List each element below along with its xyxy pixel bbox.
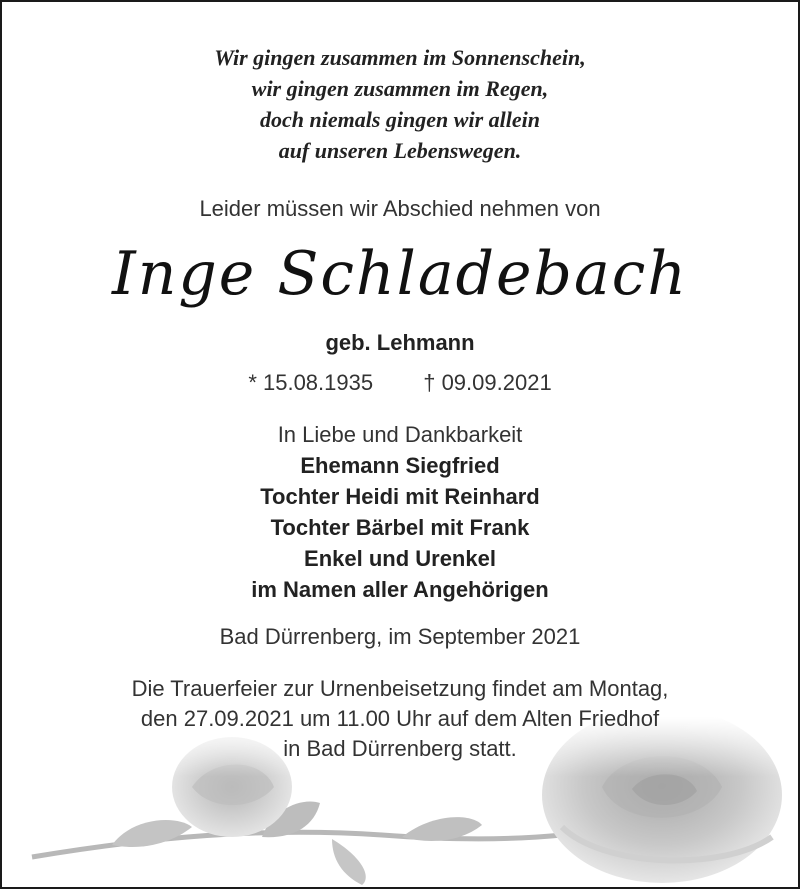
mourner: Ehemann Siegfried (300, 453, 500, 478)
poem (2, 42, 798, 166)
poem-line: wir gingen zusammen im Regen, (251, 76, 549, 101)
mourner: Enkel und Urenkel (304, 546, 496, 571)
funeral-line: den 27.09.2021 um 11.00 Uhr auf dem Alten Friedhof (140, 706, 660, 731)
death-date: † 09.09.2021 (423, 370, 552, 395)
poem-line: auf unseren Lebenswegen. (278, 138, 522, 163)
mourner: im Namen aller Angehörigen (251, 577, 549, 602)
mourner: Tochter Bärbel mit Frank (270, 515, 530, 540)
deceased-name: Inge Schladebach (112, 239, 688, 309)
mourner: Tochter Heidi mit Reinhard (260, 484, 540, 509)
funeral-line: in Bad Dürrenberg statt. (283, 736, 517, 761)
poem-line: Wir gingen zusammen im Sonnenschein, (214, 45, 586, 70)
maiden-name: geb. Lehmann (325, 330, 475, 355)
funeral-line: Die Trauerfeier zur Urnenbeisetzung findet am Montag, (131, 676, 669, 701)
birth-date: * 15.08.1935 (248, 370, 374, 395)
place-date: Bad Dürrenberg, im September 2021 (219, 624, 581, 649)
poem-line: doch niemals gingen wir allein (260, 107, 540, 132)
intro-text: Leider müssen wir Abschied nehmen von (199, 196, 601, 221)
love-line: In Liebe und Dankbarkeit (277, 422, 523, 447)
funeral-info (2, 674, 798, 764)
mourners-list (2, 450, 798, 605)
life-dates (2, 368, 798, 398)
